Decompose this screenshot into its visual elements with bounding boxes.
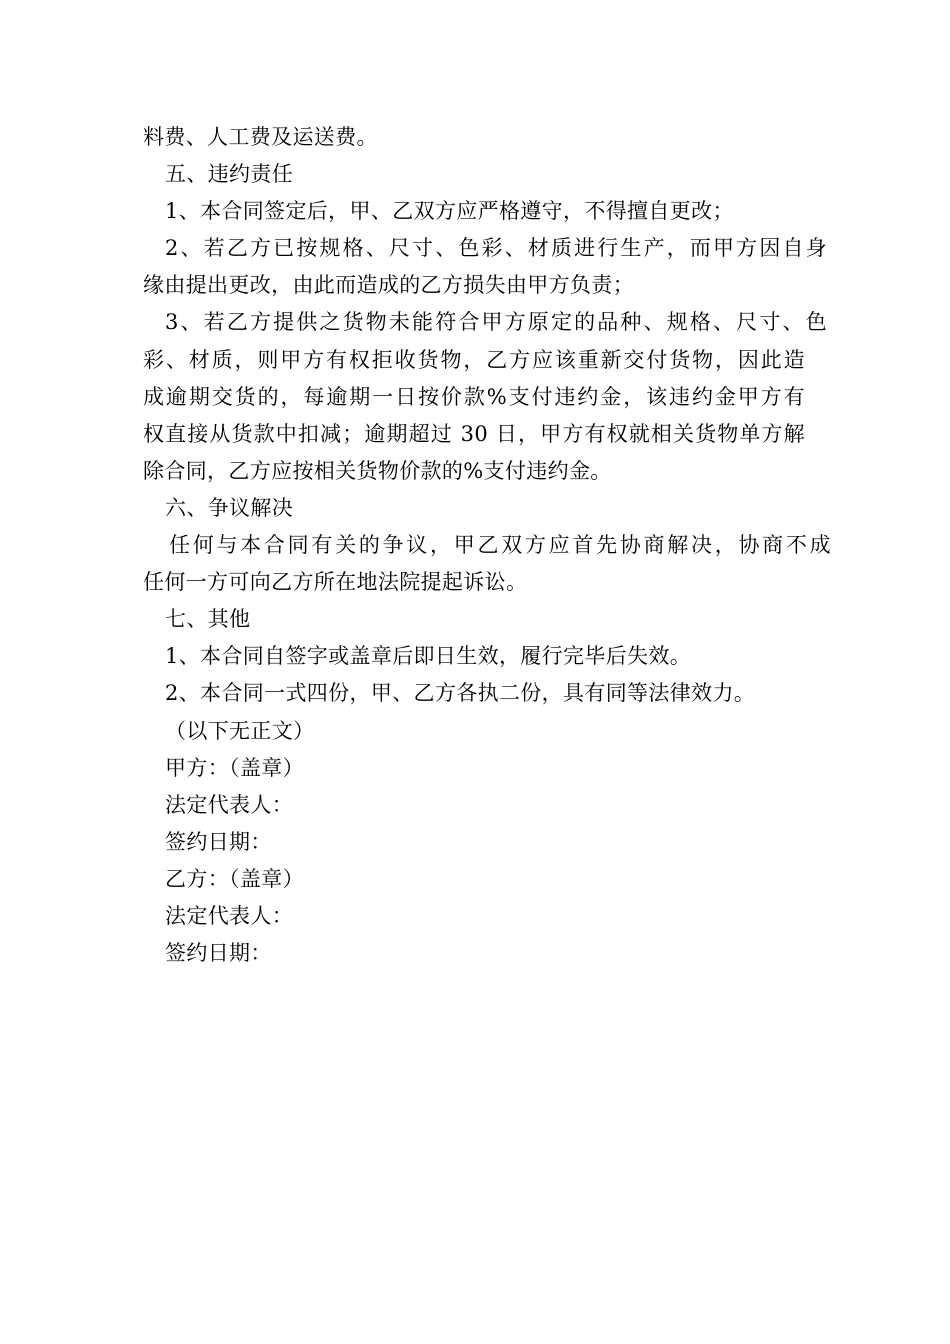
party-b-sign-date: 签约日期： <box>165 941 272 966</box>
clause-line: 1、本合同自签字或盖章后即日生效，履行完毕后失效。 <box>165 644 692 669</box>
clause-line: 1、本合同签定后，甲、乙双方应严格遵守，不得擅自更改； <box>165 199 734 224</box>
party-a-representative: 法定代表人： <box>165 792 294 817</box>
document-body <box>143 119 831 972</box>
party-b-representative: 法定代表人： <box>165 903 294 928</box>
clause-line: 2、本合同一式四份，甲、乙方各执二份，具有同等法律效力。 <box>165 681 756 706</box>
clause-line: 权直接从货款中扣减；逾期超过 30 日，甲方有权就相关货物单方解 <box>143 421 805 446</box>
section-heading-breach: 五、违约责任 <box>165 162 294 187</box>
clause-line: 彩、材质，则甲方有权拒收货物，乙方应该重新交付货物，因此造 <box>143 347 805 372</box>
end-of-text-note: （以下无正文） <box>165 718 315 743</box>
clause-line: 除合同，乙方应按相关货物价款的%支付违约金。 <box>143 458 612 483</box>
paragraph-line: 料费、人工费及运送费。 <box>143 125 378 149</box>
clause-line: 缘由提出更改，由此而造成的乙方损失由甲方负责； <box>143 273 635 298</box>
clause-line: 2、若乙方已按规格、尺寸、色彩、材质进行生产，而甲方因自身 <box>165 236 827 261</box>
clause-line: 成逾期交货的，每逾期一日按价款%支付违约金，该违约金甲方有 <box>143 384 805 409</box>
clause-line: 3、若乙方提供之货物未能符合甲方原定的品种、规格、尺寸、色 <box>165 310 827 335</box>
section-heading-other: 七、其他 <box>165 607 251 632</box>
clause-line: 任何一方可向乙方所在地法院提起诉讼。 <box>143 570 528 595</box>
party-b-seal: 乙方：（盖章） <box>165 866 304 891</box>
clause-line: 任何与本合同有关的争议，甲乙双方应首先协商解决，协商不成 <box>169 533 831 558</box>
section-heading-dispute: 六、争议解决 <box>165 495 294 520</box>
party-a-sign-date: 签约日期： <box>165 829 272 854</box>
party-a-seal: 甲方：（盖章） <box>165 755 304 780</box>
